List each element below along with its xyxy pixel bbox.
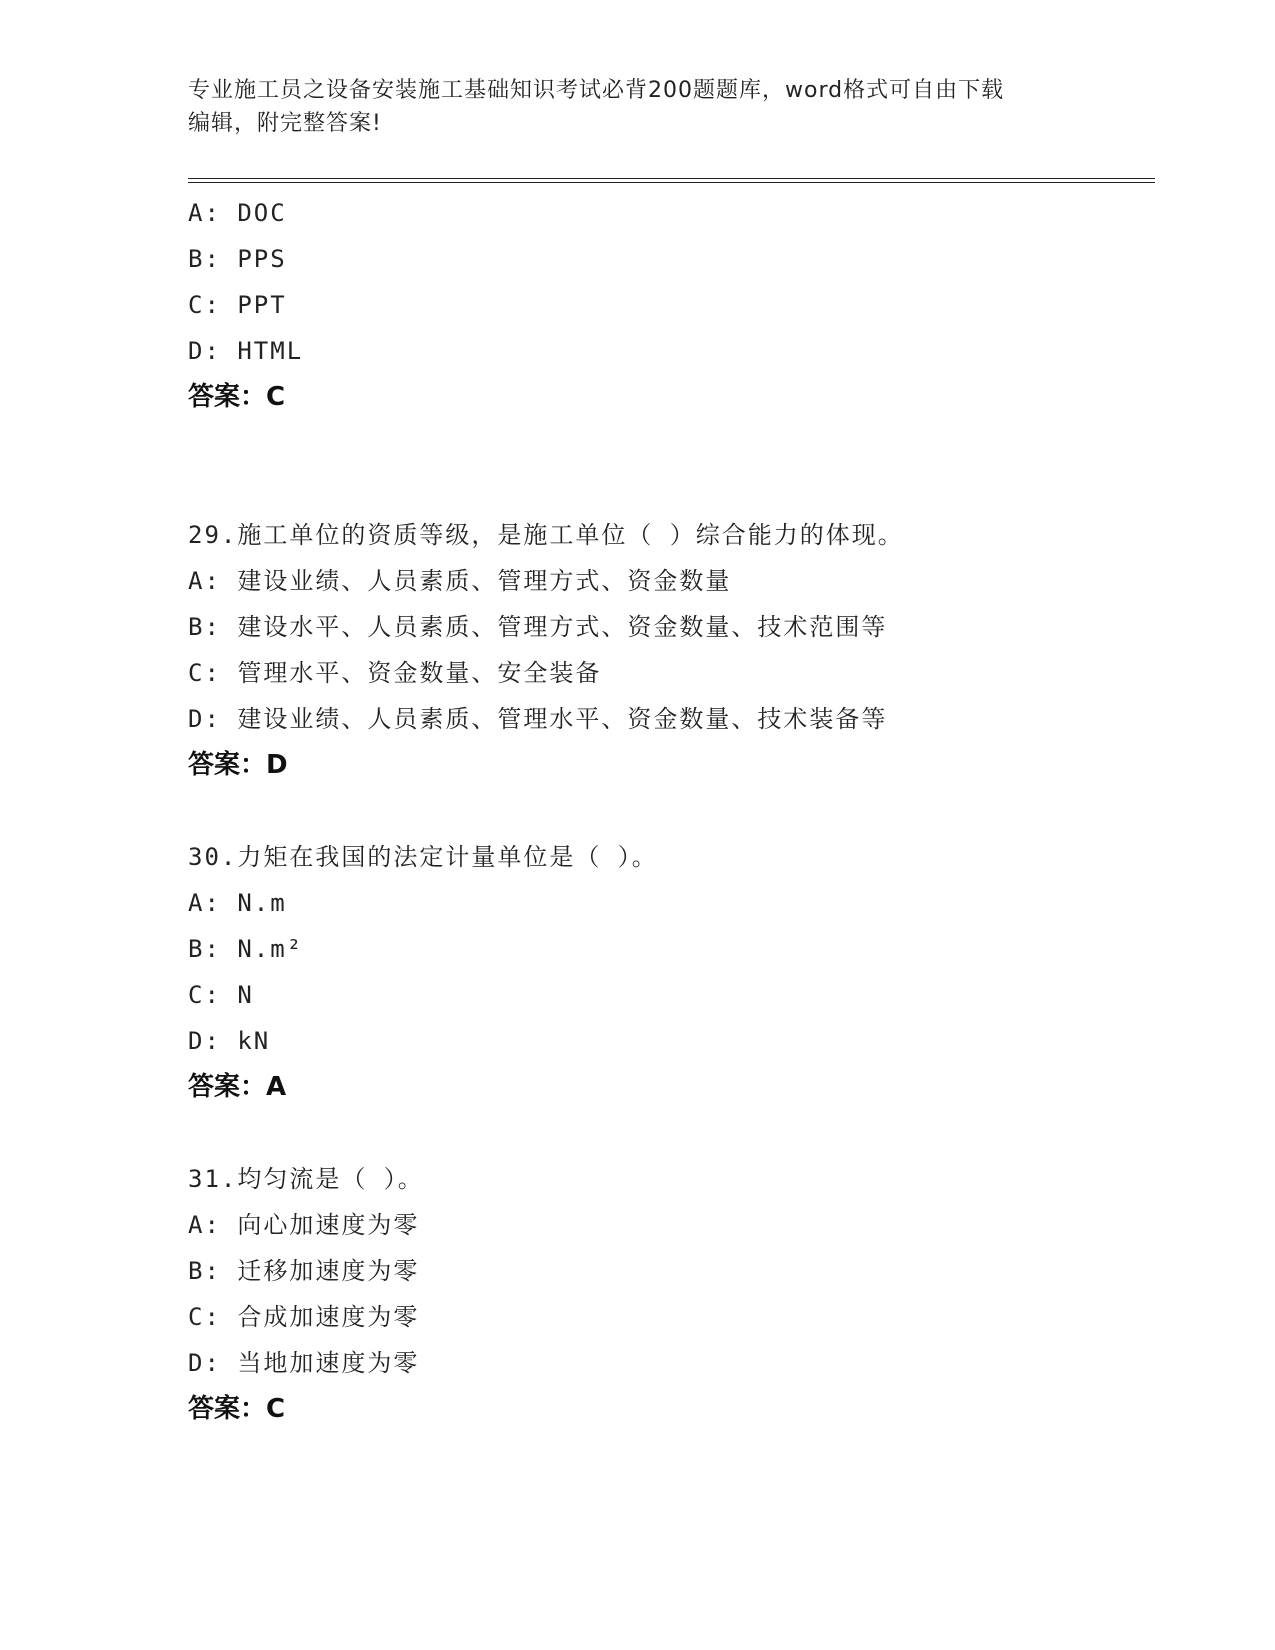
option-a: A: DOC [188, 199, 287, 227]
option-a: A: 向心加速度为零 [188, 1211, 420, 1239]
option-b: B: 迁移加速度为零 [188, 1257, 420, 1285]
question-block-30 [188, 834, 1148, 1110]
document-header [188, 74, 1088, 140]
header-divider-bottom [188, 182, 1155, 183]
answer-text: 答案：A [188, 1072, 287, 1102]
answer-text: 答案：C [188, 382, 286, 412]
question-block-28 [188, 190, 1148, 420]
document-title-line-2: 编辑，附完整答案! [188, 111, 382, 136]
option-c: C: PPT [188, 291, 287, 319]
question-block-29 [188, 512, 1148, 788]
question-text: 29.施工单位的资质等级，是施工单位（ ）综合能力的体现。 [188, 521, 904, 549]
option-c: C: 合成加速度为零 [188, 1303, 420, 1331]
header-divider-top [188, 178, 1155, 179]
question-block-31 [188, 1156, 1148, 1432]
option-d: D: HTML [188, 337, 304, 365]
option-b: B: N.m² [188, 935, 304, 963]
option-a: A: 建设业绩、人员素质、管理方式、资金数量 [188, 567, 732, 595]
option-c: C: 管理水平、资金数量、安全装备 [188, 659, 602, 687]
answer-text: 答案：D [188, 750, 288, 780]
option-b: B: 建设水平、人员素质、管理方式、资金数量、技术范围等 [188, 613, 888, 641]
question-text: 30.力矩在我国的法定计量单位是（ ）。 [188, 843, 658, 871]
question-list [188, 190, 1148, 1432]
question-text: 31.均匀流是（ ）。 [188, 1165, 424, 1193]
answer-text: 答案：C [188, 1394, 286, 1424]
document-title-line-1: 专业施工员之设备安装施工基础知识考试必背200题题库，word格式可自由下载 [188, 78, 1005, 103]
option-d: D: 当地加速度为零 [188, 1349, 420, 1377]
option-c: C: N [188, 981, 254, 1009]
option-a: A: N.m [188, 889, 287, 917]
option-b: B: PPS [188, 245, 287, 273]
option-d: D: kN [188, 1027, 271, 1055]
option-d: D: 建设业绩、人员素质、管理水平、资金数量、技术装备等 [188, 705, 888, 733]
